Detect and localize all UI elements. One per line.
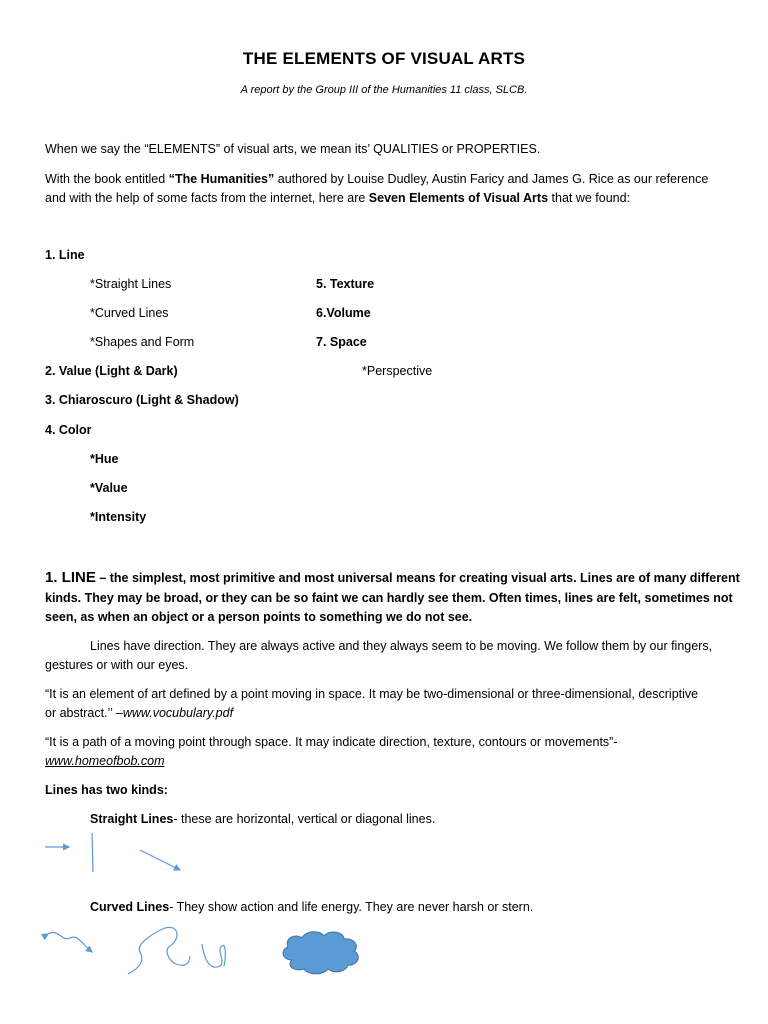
curved-lines-illustration xyxy=(40,920,390,980)
outline-value: 2. Value (Light & Dark) xyxy=(45,364,178,378)
curved-lines-desc: - They show action and life energy. They are never harsh or stern. xyxy=(169,900,534,914)
straight-lines-label: Straight Lines xyxy=(90,812,174,826)
section-heading-line: 1. LINE xyxy=(45,569,96,586)
intro-line-1: When we say the “ELEMENTS” of visual arts, we mean its’ QUALITIES or PROPERTIES. xyxy=(45,142,541,156)
intro-line-3 xyxy=(45,188,630,208)
quote-2-source-link[interactable]: www.homeofbob.com xyxy=(45,754,165,768)
line-kinds-heading: Lines has two kinds: xyxy=(45,783,168,797)
quote-1-source: www.vocubulary.pdf xyxy=(122,706,234,720)
line-paragraph-1-end: seen, as when an object or a person points to something we do not see. xyxy=(45,610,473,624)
outline-line: 1. Line xyxy=(45,248,85,262)
wavy-double-arrow-icon xyxy=(48,932,92,952)
outline-texture: 5. Texture xyxy=(316,277,375,291)
book-title: “The Humanities” xyxy=(168,172,275,186)
line-paragraph-2-end: gestures or with our eyes. xyxy=(45,658,189,672)
straight-lines-desc: - these are horizontal, vertical or diagonal lines. xyxy=(173,812,436,826)
intro-text: authored by Louise Dudley, Austin Faricy and James G. Rice as our reference xyxy=(274,172,709,186)
line-paragraph-1 xyxy=(45,568,740,588)
straight-lines-illustration xyxy=(40,828,190,878)
outline-space: 7. Space xyxy=(316,335,367,349)
vertical-line-icon xyxy=(92,833,93,872)
outline-chiaroscuro: 3. Chiaroscuro (Light & Shadow) xyxy=(45,393,239,407)
curved-hook-line-icon xyxy=(202,944,225,967)
outline-volume: 6.Volume xyxy=(316,306,371,320)
document-title: THE ELEMENTS OF VISUAL ARTS xyxy=(242,49,526,68)
outline-intensity: *Intensity xyxy=(90,510,147,524)
curved-lines-label: Curved Lines xyxy=(90,900,170,914)
outline-straight-lines: *Straight Lines xyxy=(90,277,172,291)
line-paragraph-2: Lines have direction. They are always active and they always seem to be moving. We follow them by our fingers, xyxy=(90,639,713,653)
diagonal-arrow-icon xyxy=(140,850,180,870)
line-definition: – the simplest, most primitive and most universal means for creating visual arts. Lines are of many different xyxy=(95,571,740,585)
outline-color: 4. Color xyxy=(45,423,92,437)
quote-2: “It is a path of a moving point through space. It may indicate direction, texture, contours or movements”- xyxy=(45,735,618,749)
quote-1-end xyxy=(45,703,233,723)
s-curve-line-icon xyxy=(128,927,190,974)
intro-text: With the book entitled xyxy=(45,172,169,186)
intro-line-2 xyxy=(45,169,708,189)
outline-perspective: *Perspective xyxy=(362,364,433,378)
intro-text: that we found: xyxy=(548,191,631,205)
outline-value-sub: *Value xyxy=(90,481,128,495)
cloud-shape-icon xyxy=(283,932,358,974)
outline-hue: *Hue xyxy=(90,452,119,466)
quote-1: “It is an element of art defined by a point moving in space. It may be two-dimensional or three-dimensional, descriptive xyxy=(45,687,699,701)
document-subtitle: A report by the Group III of the Humanities 11 class, SLCB. xyxy=(240,84,528,96)
intro-text: and with the help of some facts from the internet, here are xyxy=(45,191,369,205)
line-paragraph-1-cont: kinds. They may be broad, or they can be so faint we can hardly see them. Often times, lines are felt, sometimes not xyxy=(45,591,733,605)
straight-lines-item xyxy=(90,809,435,829)
outline-shapes-form: *Shapes and Form xyxy=(90,335,195,349)
curved-lines-item xyxy=(90,897,533,917)
seven-elements-phrase: Seven Elements of Visual Arts xyxy=(368,191,549,205)
outline-curved-lines: *Curved Lines xyxy=(90,306,169,320)
quote-text: or abstract.’’ – xyxy=(45,706,123,720)
